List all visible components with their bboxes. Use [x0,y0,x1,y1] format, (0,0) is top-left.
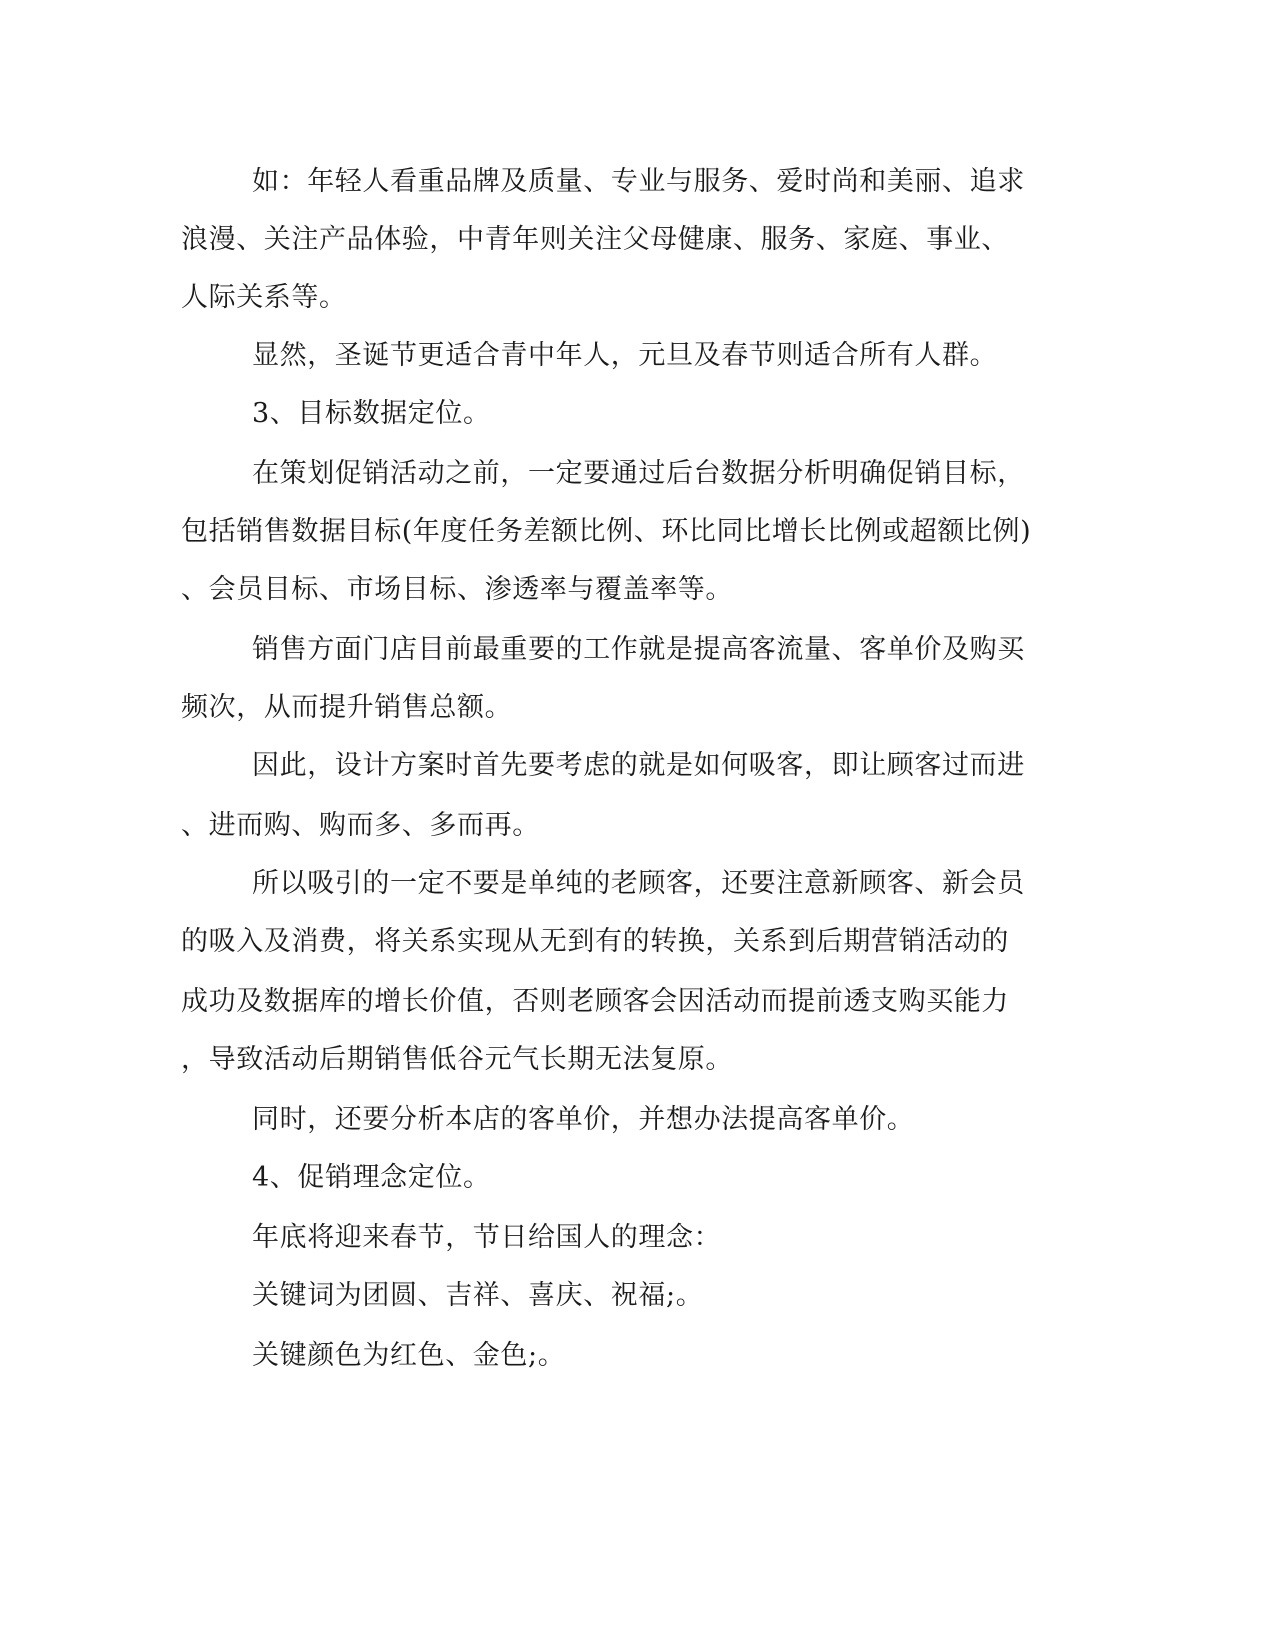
text-line: 包括销售数据目标(年度任务差额比例、环比同比增长比例或超额比例) [181,516,1032,547]
text-line: 在策划促销活动之前，一定要通过后台数据分析明确促销目标， [252,458,1025,489]
text-line: 、进而购、购而多、多而再。 [181,810,540,841]
text-line: 关键词为团圆、吉祥、喜庆、祝福;。 [252,1280,704,1311]
text-line: 销售方面门店目前最重要的工作就是提高客流量、客单价及购买 [252,634,1025,665]
text-line: ，导致活动后期销售低谷元气长期无法复原。 [181,1044,733,1075]
text-line: 、会员目标、市场目标、渗透率与覆盖率等。 [181,574,733,605]
text-line: 浪漫、关注产品体验，中青年则关注父母健康、服务、家庭、事业、 [181,224,1009,255]
text-line: 如：年轻人看重品牌及质量、专业与服务、爱时尚和美丽、追求 [252,166,1025,197]
text-line: 成功及数据库的增长价值，否则老顾客会因活动而提前透支购买能力 [181,986,1009,1017]
text-line: 显然，圣诞节更适合青中年人，元旦及春节则适合所有人群。 [252,340,998,371]
text-line: 的吸入及消费，将关系实现从无到有的转换，关系到后期营销活动的 [181,926,1009,957]
text-line: 关键颜色为红色、金色;。 [252,1340,566,1371]
text-line: 人际关系等。 [181,282,347,313]
text-line: 同时，还要分析本店的客单价，并想办法提高客单价。 [252,1104,915,1135]
text-line: 年底将迎来春节，节日给国人的理念： [252,1222,722,1253]
text-line: 因此，设计方案时首先要考虑的就是如何吸客，即让顾客过而进 [252,750,1025,781]
text-line: 频次，从而提升销售总额。 [181,692,513,723]
text-line: 所以吸引的一定不要是单纯的老顾客，还要注意新顾客、新会员 [252,868,1025,899]
section-heading: 4、促销理念定位。 [252,1162,491,1193]
section-heading: 3、目标数据定位。 [252,398,491,429]
